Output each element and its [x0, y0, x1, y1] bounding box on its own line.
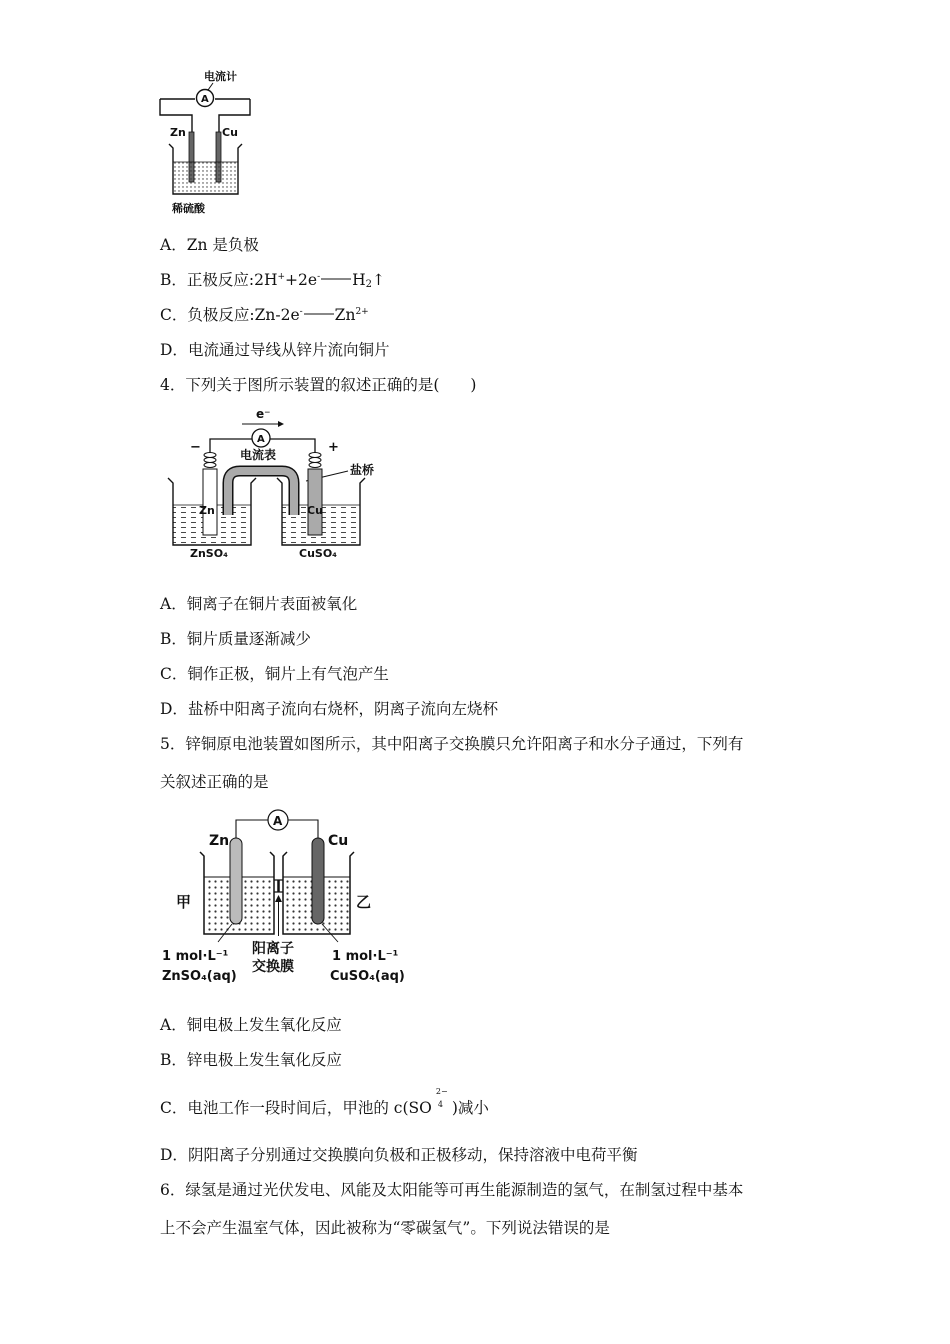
- salt-bridge-label: 盐桥: [350, 463, 375, 477]
- solution-label: 稀硫酸: [172, 202, 205, 215]
- znso4-label: ZnSO₄: [190, 547, 228, 560]
- q5-option-b: B．锌电极上发生氧化反应: [160, 1051, 342, 1069]
- plus-sign: +: [328, 440, 339, 455]
- equals-sign: [321, 278, 351, 281]
- right-solution-label: CuSO₄(aq): [330, 969, 405, 984]
- cell-yi-label: 乙: [356, 893, 372, 911]
- q5-option-d: D．阴阳离子分别通过交换膜向负极和正极移动，保持溶液中电荷平衡: [160, 1146, 638, 1164]
- minus-sign: −: [190, 440, 201, 455]
- figure-q4-salt-bridge-cell: [160, 405, 390, 560]
- ammeter-label: 电流计: [204, 70, 237, 83]
- figure-q3-galvanic-cell: [150, 62, 260, 222]
- q5-option-c: C．电池工作一段时间后，甲池的 c(SO 2− 4 )减小: [160, 1098, 489, 1118]
- cu-label: Cu: [222, 126, 238, 139]
- equals-sign: [304, 313, 334, 316]
- zn-label: Zn: [209, 833, 230, 849]
- sulfate-subscript: 4: [437, 1100, 443, 1109]
- right-conc-label: 1 mol·L⁻¹: [332, 949, 399, 964]
- figure-q5-membrane-cell: [160, 802, 420, 992]
- q3-option-b: B．正极反应:2H++2e- $H_2↑$: [160, 271, 386, 290]
- ammeter-symbol: A: [257, 434, 265, 445]
- electron-label: e⁻: [256, 407, 271, 421]
- cu-label: Cu: [307, 504, 323, 517]
- membrane-label-2: 交换膜: [252, 959, 294, 975]
- q4-option-a: A．铜离子在铜片表面被氧化: [160, 595, 358, 613]
- q6-stem-line2: 上不会产生温室气体，因此被称为“零碳氢气”。下列说法错误的是: [160, 1219, 610, 1237]
- zn-label: Zn: [199, 504, 215, 517]
- ammeter-symbol: A: [201, 94, 209, 105]
- q5-option-a: A．铜电极上发生氧化反应: [160, 1016, 342, 1034]
- membrane-label-1: 阳离子: [252, 941, 294, 957]
- sulfate-charge: 2−: [435, 1087, 448, 1096]
- q4-option-d: D．盐桥中阳离子流向右烧杯，阴离子流向左烧杯: [160, 700, 498, 718]
- left-solution-label: ZnSO₄(aq): [162, 969, 237, 984]
- q4-stem: 4．下列关于图所示装置的叙述正确的是( ): [160, 376, 477, 394]
- q6-stem-line1: 6．绿氢是通过光伏发电、风能及太阳能等可再生能源制造的氢气，在制氢过程中基本: [160, 1181, 744, 1199]
- cu-label: Cu: [328, 833, 349, 849]
- q3-option-a: A．Zn 是负极: [160, 236, 259, 254]
- q5-stem-line1: 5．锌铜原电池装置如图所示，其中阳离子交换膜只允许阳离子和水分子通过，下列有: [160, 735, 744, 753]
- q3-option-d: D．电流通过导线从锌片流向铜片: [160, 341, 390, 359]
- zn-label: Zn: [170, 126, 186, 139]
- ammeter-symbol: A: [273, 814, 283, 828]
- ammeter-label: 电流表: [240, 448, 277, 462]
- left-conc-label: 1 mol·L⁻¹: [162, 949, 229, 964]
- q4-option-c: C．铜作正极，铜片上有气泡产生: [160, 665, 389, 683]
- cuso4-label: CuSO₄: [299, 547, 337, 560]
- cell-jia-label: 甲: [176, 893, 192, 911]
- q4-option-b: B．铜片质量逐渐减少: [160, 630, 311, 648]
- q3-option-c: C．负极反应:Zn-2e- $Zn^{2+}$: [160, 306, 369, 324]
- q5-stem-line2: 关叙述正确的是: [160, 773, 269, 791]
